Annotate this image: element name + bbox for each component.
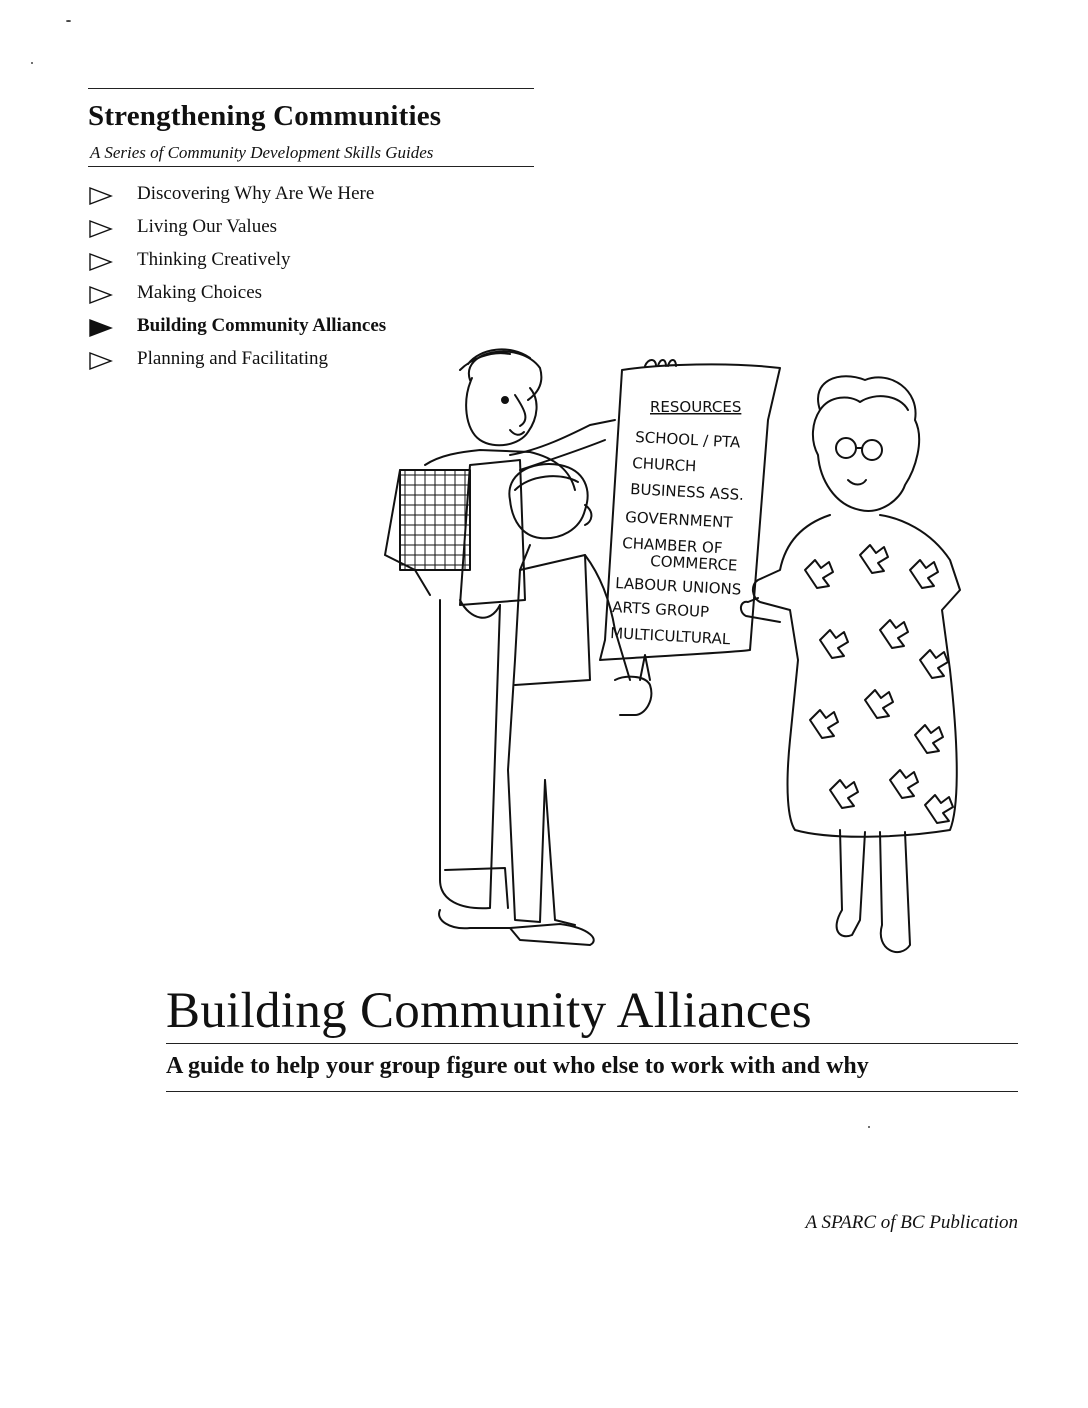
guide-list-item-label: Building Community Alliances [137, 315, 387, 336]
hollow-triangle-icon [88, 186, 114, 206]
guide-subtitle: A guide to help your group figure out who else to work with and why [166, 1053, 869, 1079]
filled-triangle-icon [88, 318, 114, 338]
community-illustration [360, 340, 980, 980]
series-subtitle: A Series of Community Development Skills Guides [90, 143, 434, 162]
scroll-item: CHAMBER OF [621, 534, 723, 558]
hollow-triangle-icon [88, 285, 114, 305]
series-rule-bottom [88, 166, 534, 167]
guide-title: Building Community Alliances [166, 983, 812, 1039]
scan-speck [31, 62, 33, 64]
series-rule-top [88, 88, 534, 89]
subtitle-rule [166, 1091, 1018, 1092]
scan-speck [868, 1126, 870, 1128]
scroll-item: GOVERNMENT [624, 508, 733, 532]
scroll-item: SCHOOL / PTA [634, 428, 741, 452]
title-rule [166, 1043, 1018, 1044]
man-figure [385, 349, 615, 928]
scroll-item: ARTS GROUP [611, 598, 710, 622]
guide-list-item-label: Discovering Why Are We Here [137, 183, 375, 204]
scroll-item: COMMERCE [649, 552, 738, 575]
resources-scroll-text [610, 398, 745, 648]
guide-list-item-label: Making Choices [137, 282, 263, 303]
scroll-item: BUSINESS ASS. [629, 480, 745, 504]
series-title: Strengthening Communities [88, 100, 442, 132]
guide-list-item-label: Living Our Values [137, 216, 278, 237]
guide-list-item-label: Thinking Creatively [137, 249, 291, 270]
scroll-item: LABOUR UNIONS [614, 574, 742, 599]
hollow-triangle-icon [88, 351, 114, 371]
scroll-item: CHURCH [631, 454, 697, 476]
guide-list-item-label: Planning and Facilitating [137, 348, 329, 369]
scan-speck [66, 20, 71, 22]
woman-figure [741, 376, 960, 952]
hollow-triangle-icon [88, 219, 114, 239]
scroll-heading: RESOURCES [650, 398, 742, 416]
scroll-item: MULTICULTURAL [609, 624, 731, 649]
publisher-credit: A SPARC of BC Publication [805, 1212, 1018, 1233]
hollow-triangle-icon [88, 252, 114, 272]
